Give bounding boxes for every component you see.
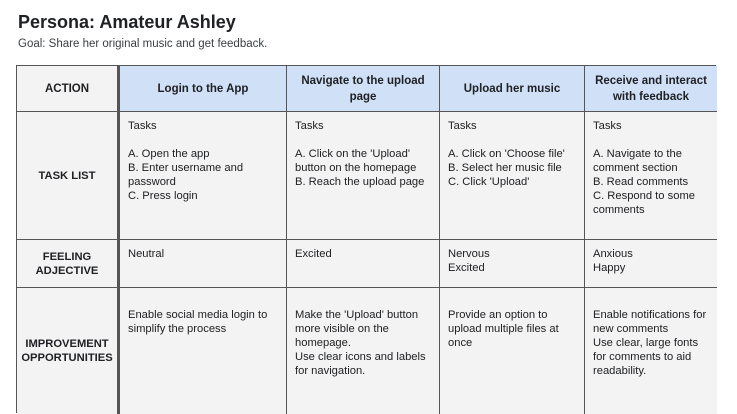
feeling-cell: Neutral bbox=[120, 240, 287, 288]
page-title: Persona: Amateur Ashley bbox=[18, 12, 236, 32]
task-list-cell: Tasks A. Click on the 'Upload' button on the homepage B. Reach the upload page bbox=[287, 112, 440, 240]
persona-goal: Goal: Share her original music and get feedback. bbox=[18, 38, 268, 50]
task-list-cell: Tasks A. Navigate to the comment section B. Read comments C. Respond to some comments bbox=[585, 112, 717, 240]
feeling-cell: Anxious Happy bbox=[585, 240, 717, 288]
header-login: Login to the App bbox=[120, 66, 287, 112]
header-feedback: Receive and interact with feedback bbox=[585, 66, 717, 112]
row-label-improvement-opportunities: IMPROVEMENT OPPORTUNITIES bbox=[17, 288, 120, 414]
row-label-task-list: TASK LIST bbox=[17, 112, 120, 240]
feeling-cell: Excited bbox=[287, 240, 440, 288]
header-action: ACTION bbox=[17, 66, 120, 112]
row-label-feeling-adjective: FEELING ADJECTIVE bbox=[17, 240, 120, 288]
header-navigate: Navigate to the upload page bbox=[287, 66, 440, 112]
task-list-cell: Tasks A. Open the app B. Enter username and password C. Press login bbox=[120, 112, 287, 240]
improvement-cell: Enable notifications for new comments Use clear, large fonts for comments to aid readability. bbox=[585, 288, 717, 414]
feeling-cell: Nervous Excited bbox=[440, 240, 585, 288]
task-list-cell: Tasks A. Click on 'Choose file' B. Select her music file C. Click 'Upload' bbox=[440, 112, 585, 240]
improvement-cell: Make the 'Upload' button more visible on the homepage. Use clear icons and labels for navigation. bbox=[287, 288, 440, 414]
journey-map-table bbox=[16, 65, 716, 413]
improvement-cell: Enable social media login to simplify the process bbox=[120, 288, 287, 414]
improvement-cell: Provide an option to upload multiple files at once bbox=[440, 288, 585, 414]
header-upload: Upload her music bbox=[440, 66, 585, 112]
